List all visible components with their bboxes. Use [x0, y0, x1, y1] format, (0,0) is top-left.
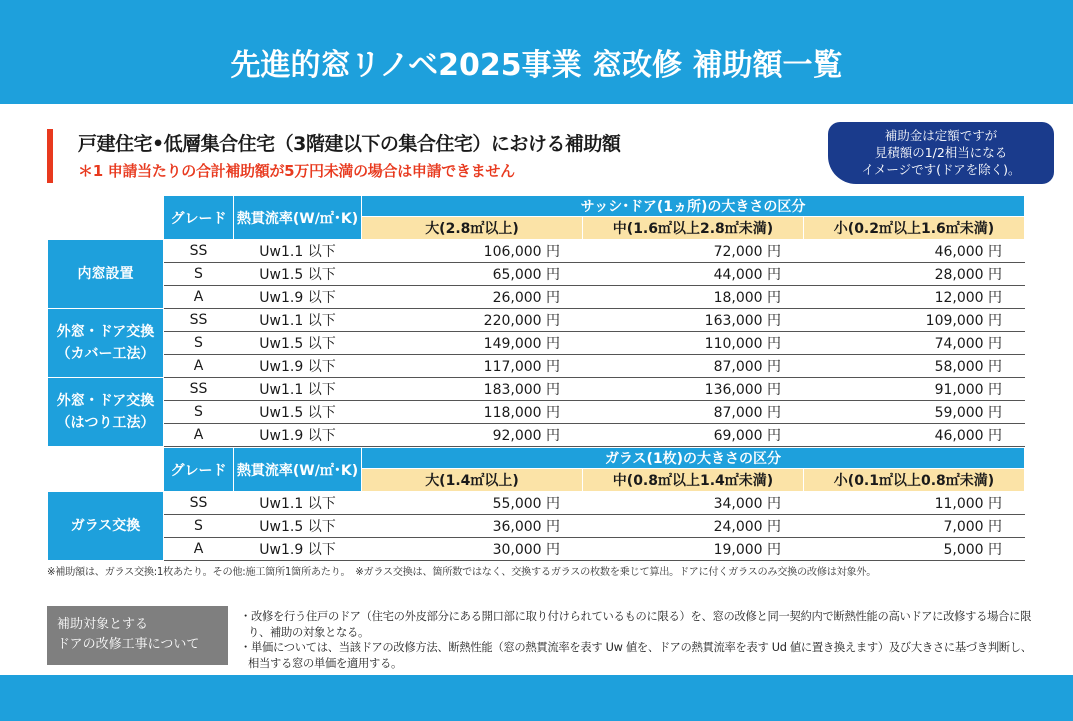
- category-sublabel: （カバー工法）: [56, 346, 155, 362]
- grade-cell: A: [164, 286, 234, 309]
- uw-cell: Uw1.9 以下: [234, 538, 362, 561]
- door-renovation-notes: [240, 609, 1040, 671]
- amount-cell: 7,000 円: [804, 515, 1025, 538]
- size-header-medium: 中(0.8㎡以上1.4㎡未満): [583, 469, 804, 492]
- section-note: ＊1 申請当たりの合計補助額が5万円未満の場合は申請できません: [78, 162, 515, 180]
- grade-cell: S: [164, 332, 234, 355]
- amount-cell: 30,000 円: [362, 538, 583, 561]
- callout-line: イメージです(ドアを除く)。: [861, 162, 1021, 177]
- grade-cell: S: [164, 263, 234, 286]
- amount-cell: 69,000 円: [583, 424, 804, 447]
- amount-cell: 12,000 円: [804, 286, 1025, 309]
- size-header-medium: 中(1.6㎡以上2.8㎡未満): [583, 217, 804, 240]
- amount-cell: 74,000 円: [804, 332, 1025, 355]
- category-cell: [48, 240, 164, 309]
- callout-line: 補助金は定額ですが: [884, 128, 998, 143]
- amount-cell: 110,000 円: [583, 332, 804, 355]
- amount-cell: 11,000 円: [804, 492, 1025, 515]
- amount-cell: 220,000 円: [362, 309, 583, 332]
- door-label-line: ドアの改修工事について: [57, 637, 200, 652]
- footer-band: [0, 675, 1073, 721]
- amount-cell: 46,000 円: [804, 240, 1025, 263]
- category-label: 外窓・ドア交換: [56, 393, 155, 409]
- amount-cell: 87,000 円: [583, 355, 804, 378]
- amount-cell: 34,000 円: [583, 492, 804, 515]
- amount-cell: 136,000 円: [583, 378, 804, 401]
- uw-cell: Uw1.1 以下: [234, 378, 362, 401]
- category-cell: [48, 378, 164, 447]
- amount-cell: 18,000 円: [583, 286, 804, 309]
- amount-cell: 106,000 円: [362, 240, 583, 263]
- grade-cell: SS: [164, 240, 234, 263]
- uw-cell: Uw1.5 以下: [234, 401, 362, 424]
- uw-cell: Uw1.5 以下: [234, 332, 362, 355]
- size-header-large: 大(2.8㎡以上): [362, 217, 583, 240]
- uw-cell: Uw1.5 以下: [234, 263, 362, 286]
- amount-cell: 118,000 円: [362, 401, 583, 424]
- grade-cell: A: [164, 355, 234, 378]
- amount-cell: 92,000 円: [362, 424, 583, 447]
- uw-header: 熱貫流率(W/㎡･K): [234, 196, 362, 240]
- amount-cell: 36,000 円: [362, 515, 583, 538]
- grade-header: グレード: [164, 196, 234, 240]
- amount-cell: 55,000 円: [362, 492, 583, 515]
- size-group-header: サッシ･ドア(1ヵ所)の大きさの区分: [362, 196, 1025, 217]
- amount-cell: 44,000 円: [583, 263, 804, 286]
- amount-cell: 19,000 円: [583, 538, 804, 561]
- category-cell: [48, 492, 164, 561]
- size-group-header: ガラス(1枚)の大きさの区分: [362, 448, 1025, 469]
- table-footnote: ※補助額は、ガラス交換:1枚あたり。その他:施工箇所1箇所あたり。 ※ガラス交換は、箇所数ではなく、交換するガラスの枚数を乗じて算出。ドアに付くガラスのみ交換の改修は対象外。: [47, 567, 877, 578]
- size-header-small: 小(0.1㎡以上0.8㎡未満): [804, 469, 1025, 492]
- door-renovation-label: [47, 606, 228, 665]
- uw-cell: Uw1.1 以下: [234, 240, 362, 263]
- section-title: 戸建住宅•低層集合住宅（3階建以下の集合住宅）における補助額: [78, 133, 621, 155]
- uw-cell: Uw1.9 以下: [234, 424, 362, 447]
- amount-cell: 149,000 円: [362, 332, 583, 355]
- amount-cell: 163,000 円: [583, 309, 804, 332]
- glass-subsidy-table: [47, 447, 1025, 561]
- amount-cell: 87,000 円: [583, 401, 804, 424]
- grade-cell: S: [164, 401, 234, 424]
- grade-cell: A: [164, 538, 234, 561]
- amount-cell: 46,000 円: [804, 424, 1025, 447]
- category-label: ガラス交換: [70, 518, 141, 534]
- amount-cell: 117,000 円: [362, 355, 583, 378]
- category-label: 外窓・ドア交換: [56, 324, 155, 340]
- category-label: 内窓設置: [77, 266, 134, 282]
- uw-cell: Uw1.1 以下: [234, 492, 362, 515]
- amount-cell: 24,000 円: [583, 515, 804, 538]
- info-callout: [828, 122, 1054, 184]
- uw-cell: Uw1.9 以下: [234, 355, 362, 378]
- door-label-line: 補助対象とする: [57, 617, 149, 632]
- grade-cell: SS: [164, 309, 234, 332]
- grade-cell: SS: [164, 378, 234, 401]
- amount-cell: 59,000 円: [804, 401, 1025, 424]
- amount-cell: 72,000 円: [583, 240, 804, 263]
- note-item: ・改修を行う住戸のドア（住宅の外皮部分にある開口部に取り付けられているものに限る）を、窓の改修と同一契約内で断熱性能の高いドアに改修する場合に限り、補助の対象となる。: [240, 610, 1032, 639]
- table-corner: [48, 448, 164, 492]
- category-sublabel: （はつり工法）: [56, 415, 155, 431]
- uw-cell: Uw1.5 以下: [234, 515, 362, 538]
- amount-cell: 28,000 円: [804, 263, 1025, 286]
- category-cell: [48, 309, 164, 378]
- grade-cell: SS: [164, 492, 234, 515]
- size-header-large: 大(1.4㎡以上): [362, 469, 583, 492]
- table-corner: [48, 196, 164, 240]
- grade-header: グレード: [164, 448, 234, 492]
- uw-cell: Uw1.9 以下: [234, 286, 362, 309]
- size-header-small: 小(0.2㎡以上1.6㎡未満): [804, 217, 1025, 240]
- uw-cell: Uw1.1 以下: [234, 309, 362, 332]
- section-accent-bar: [47, 129, 53, 183]
- amount-cell: 65,000 円: [362, 263, 583, 286]
- callout-line: 見積額の1/2相当になる: [874, 145, 1008, 160]
- amount-cell: 26,000 円: [362, 286, 583, 309]
- grade-cell: A: [164, 424, 234, 447]
- uw-header: 熱貫流率(W/㎡･K): [234, 448, 362, 492]
- page-title: 先進的窓リノベ2025事業 窓改修 補助額一覧: [230, 48, 843, 83]
- amount-cell: 109,000 円: [804, 309, 1025, 332]
- amount-cell: 91,000 円: [804, 378, 1025, 401]
- window-subsidy-table: [47, 195, 1025, 447]
- amount-cell: 58,000 円: [804, 355, 1025, 378]
- amount-cell: 5,000 円: [804, 538, 1025, 561]
- page-header: [0, 0, 1073, 104]
- note-item: ・単価については、当該ドアの改修方法、断熱性能（窓の熱貫流率を表す Uw 値を、ドアの熱貫流率を表す Ud 値に置き換えます）及び大きさに基づき判断し、相当する窓の単価を適用する。: [240, 641, 1032, 670]
- amount-cell: 183,000 円: [362, 378, 583, 401]
- grade-cell: S: [164, 515, 234, 538]
